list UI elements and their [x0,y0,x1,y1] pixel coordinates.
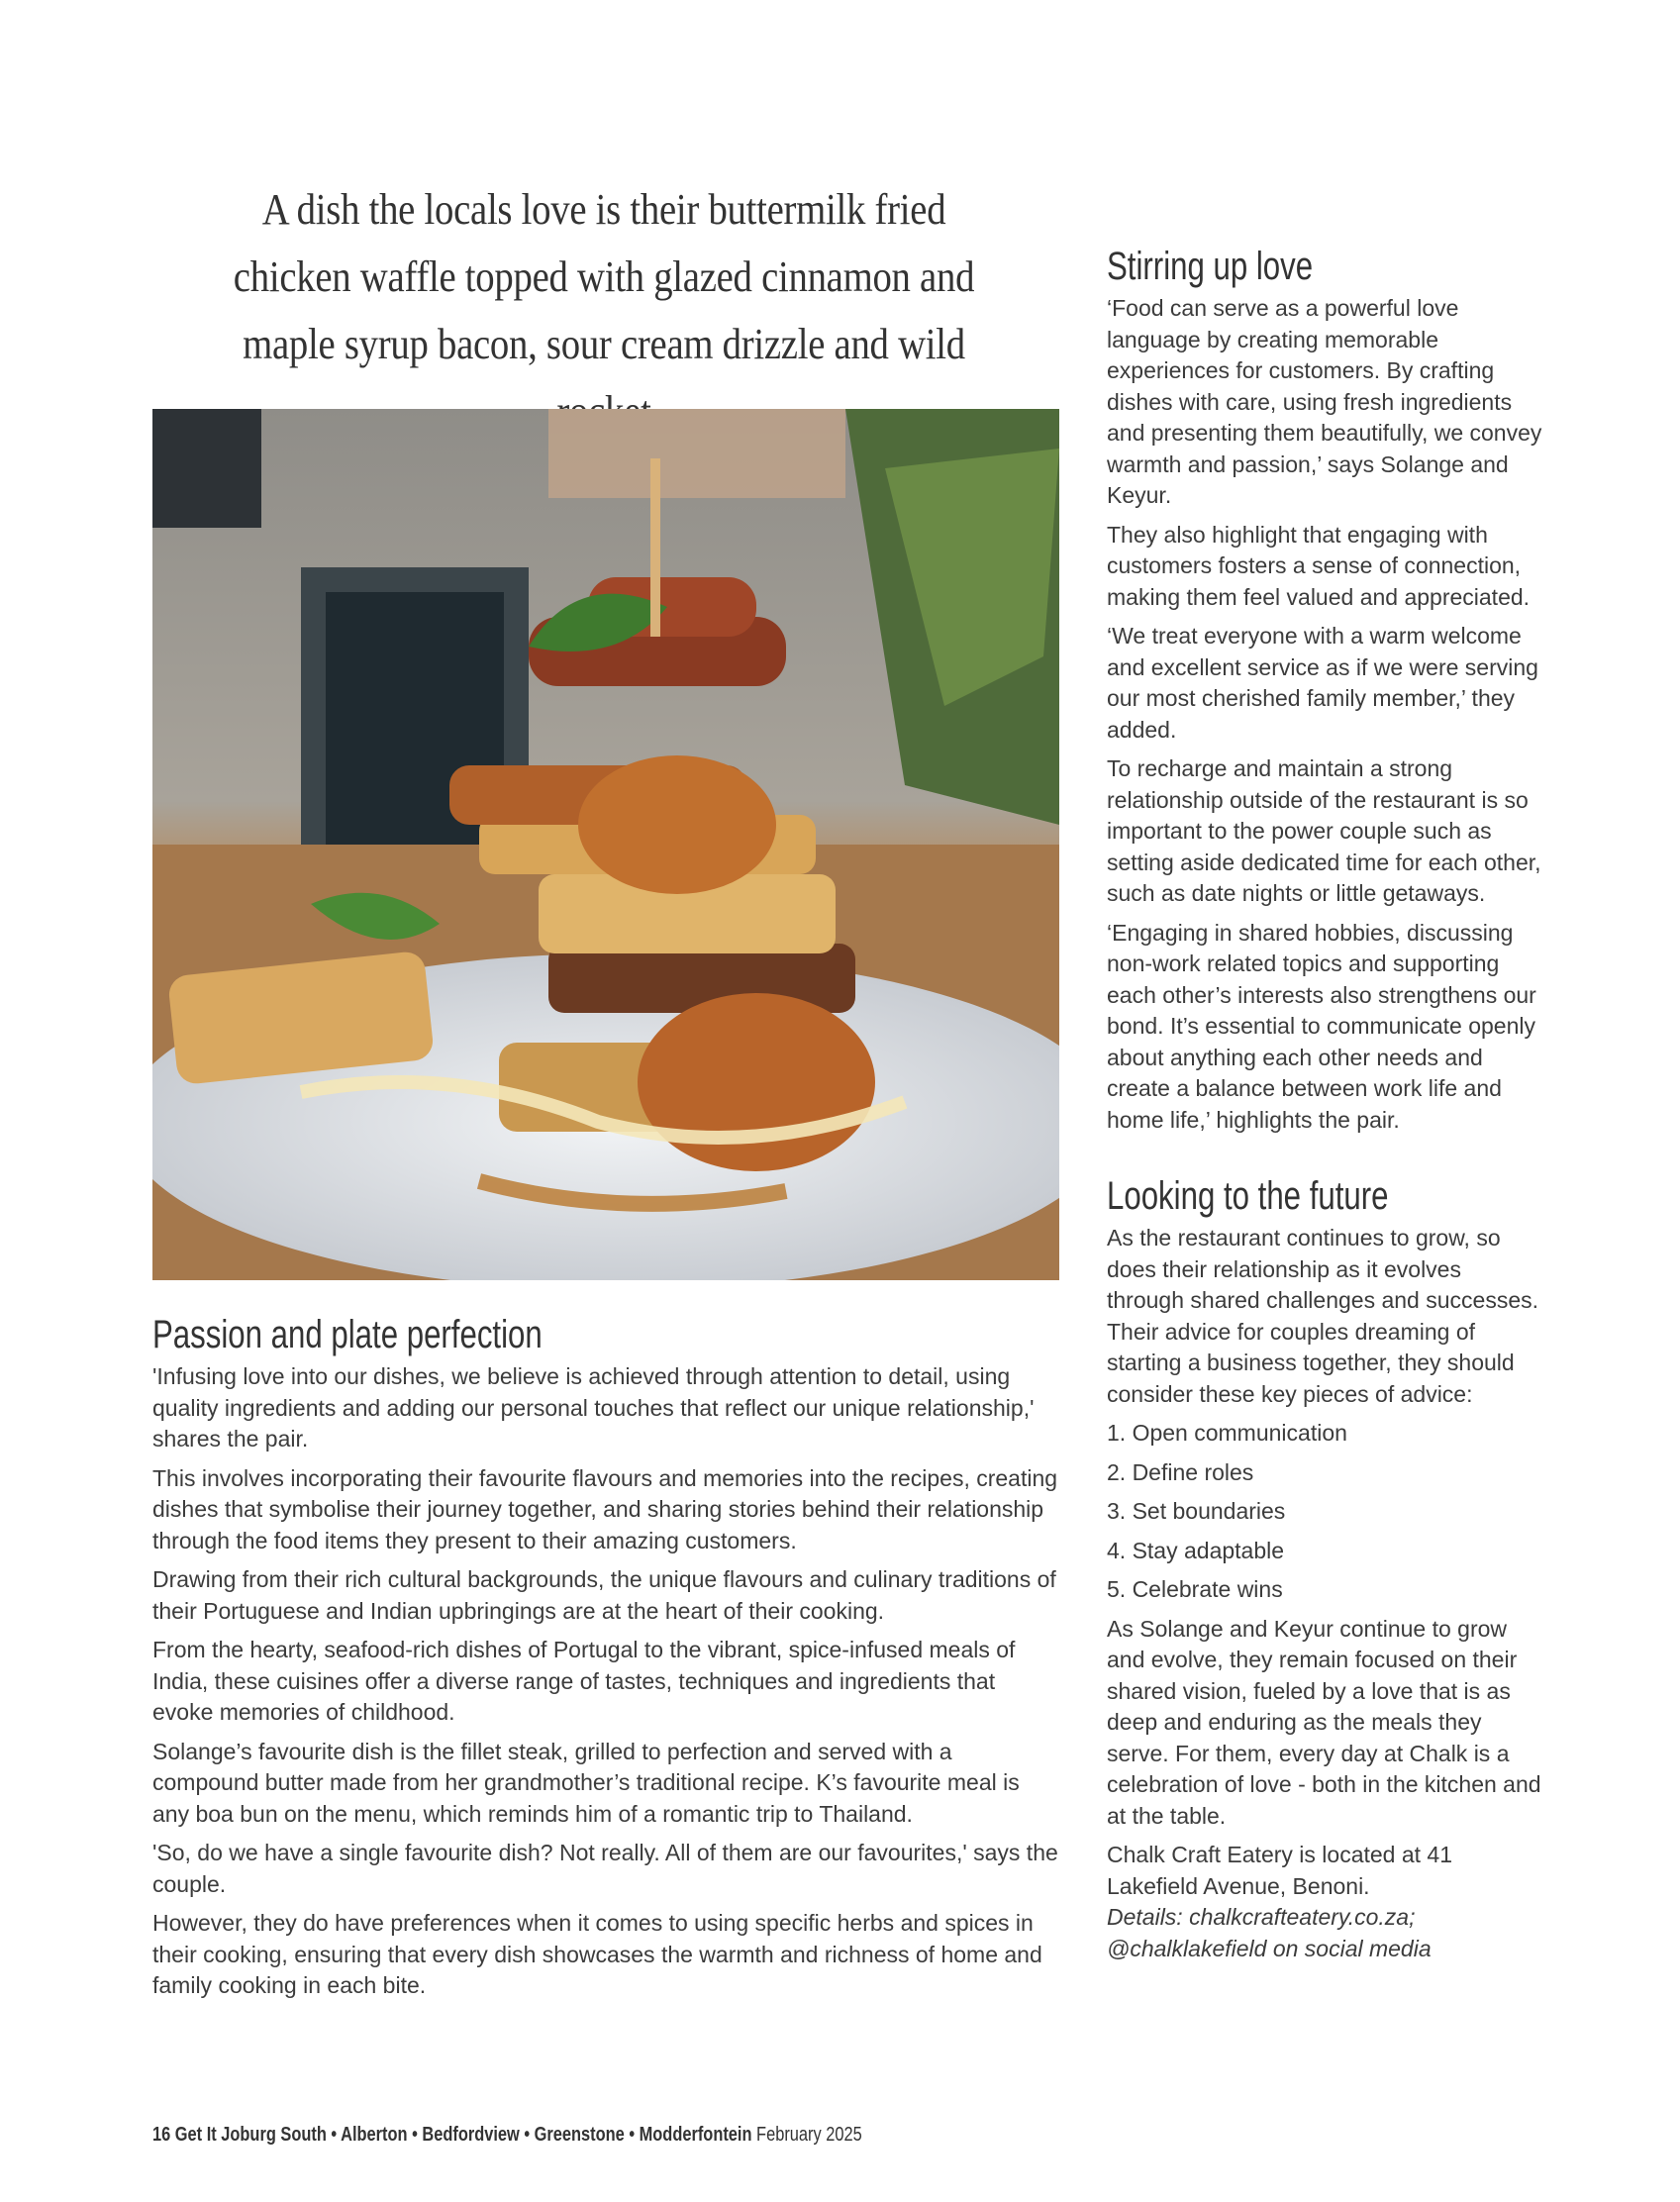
location-text [1107,1840,1542,1902]
list-item: 2. Define roles [1107,1458,1254,1485]
right-column [1107,244,1542,1964]
section-heading-passion: Passion and plate perfection [152,1313,543,1356]
details-social: @chalklakefield on social media [1107,1935,1432,1961]
pull-quote: A dish the locals love is their buttermilk fried chicken waffle topped with glazed cinnamon and maple syrup bacon, sour cream drizzle and wild [233,185,975,368]
paragraph: They also highlight that engaging with customers fosters a sense of connection, making them feel valued and appreciated. [1107,521,1531,610]
food-photo [152,409,1059,1280]
food-photo-illustration [152,409,1059,1280]
paragraph: ‘We treat everyone with a warm welcome and excellent service as if we were serving our most cherished family member,’ they added. [1107,623,1538,743]
left-column [152,1312,1059,2010]
paragraph: From the hearty, seafood-rich dishes of Portugal to the vibrant, spice-infused meals of India, these cuisines offer a diverse range of tastes, techniques and ingredients that evoke memories of childhood. [152,1637,1016,1725]
paragraph: Solange’s favourite dish is the fillet steak, grilled to perfection and served with a compound butter made from her grandmother’s traditional recipe. K’s favourite meal is any boa bun on the menu, which reminds him of a romantic trip to Thailand. [152,1738,1020,1827]
paragraph: 'So, do we have a single favourite dish? Not really. All of them are our favourites,' says the couple. [152,1840,1058,1897]
details-text [1107,1902,1542,1964]
page-footer [152,2124,862,2147]
paragraph: As Solange and Keyur continue to grow and evolve, they remain focused on their shared vision, fueled by a love that is as deep and enduring as the meals they serve. For them, every day at Chalk is a celebration of love - both in the kitchen and at the table. [1107,1615,1541,1829]
list-item: 3. Set boundaries [1107,1498,1286,1524]
paragraph: 'Infusing love into our dishes, we believe is achieved through attention to detail, using quality ingredients and adding our personal touches that reflect our unique relationship,' shares the pair. [152,1363,1035,1451]
paragraph: This involves incorporating their favourite flavours and memories into the recipes, creating dishes that symbolise their journey together, and sharing stories behind their relationship through the food items they present to their amazing customers. [152,1464,1058,1553]
paragraph: As the restaurant continues to grow, so does their relationship as it evolves through shared challenges and successes. Their advice for couples dreaming of starting a business together, they should consider these key pieces of advice: [1107,1225,1539,1407]
list-item: 1. Open communication [1107,1420,1347,1446]
paragraph: ‘Engaging in shared hobbies, discussing non-work related topics and supporting each other’s interests also strengthens our bond. It’s essential to communicate openly about anything each other needs and create a balance between work life and home life,’ highlights the pair. [1107,919,1536,1133]
details-website: Details: chalkcrafteatery.co.za; [1107,1904,1416,1930]
paragraph: ‘Food can serve as a powerful love language by creating memorable experiences for customers. By crafting dishes with care, using fresh ingredients and presenting them beautifully, we convey warmth and passion,’ says Solange and Keyur. [1107,295,1542,508]
advice-list [1107,1418,1542,1606]
paragraph: However, they do have preferences when it comes to using specific herbs and spices in their cooking, ensuring that every dish showcases the warmth and richness of home and family cooking in each bite. [152,1910,1042,1998]
paragraph: To recharge and maintain a strong relationship outside of the restaurant is so important to the power couple such as setting aside dedicated time for each other, such as date nights or little getaways. [1107,755,1541,906]
section-heading-future: Looking to the future [1107,1174,1389,1218]
section-heading-stirring: Stirring up love [1107,245,1314,288]
footer-publication: 16 Get It Joburg South • Alberton • Bedfordview • Greenstone • Modderfontein [152,2124,752,2146]
location: Chalk Craft Eatery is located at 41 Lakefield Avenue, Benoni. [1107,1842,1452,1899]
list-item: 5. Celebrate wins [1107,1576,1283,1602]
footer-date: February 2025 [751,2124,862,2146]
list-item: 4. Stay adaptable [1107,1537,1285,1563]
paragraph: Drawing from their rich cultural backgrounds, the unique flavours and culinary traditions of their Portuguese and Indian upbringings are at the heart of their cooking. [152,1566,1056,1624]
